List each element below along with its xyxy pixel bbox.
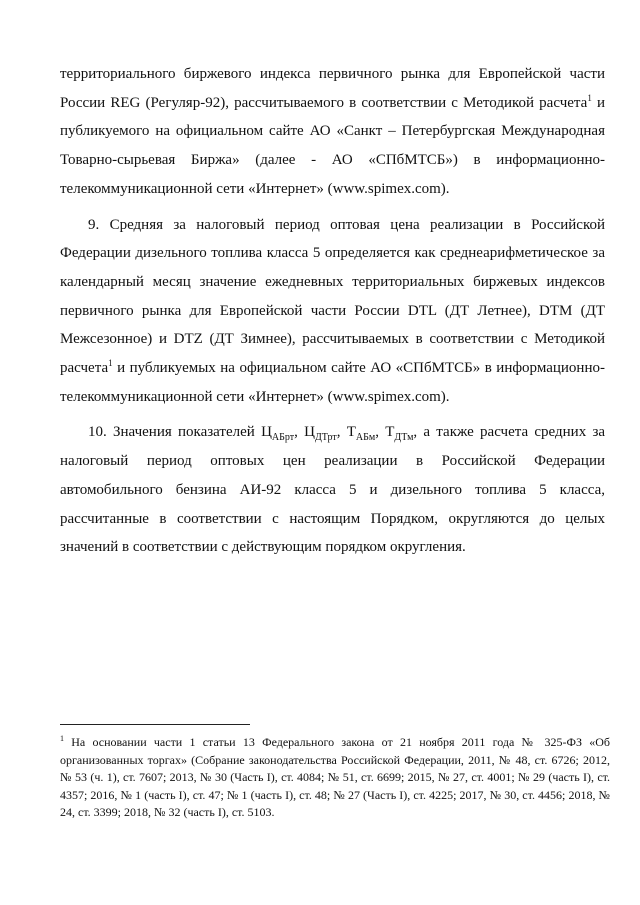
indicator-t-dt-m	[385, 424, 414, 444]
paragraph-text: 9. Средняя за налоговый период оптовая цена реализации в Российской Федерации дизельного топлива класса 5 определяется как среднеарифметическое за календарный месяц значение ежедневных территориальных биржевых индексов первичного рынка для Европейской части России DTL (ДТ Летнее), DTM (ДТ Межсезонное) и DTZ (ДТ Зимнее), рассчитываемых в соответствии с Методикой расчета	[60, 216, 605, 377]
paragraph-10	[60, 418, 605, 562]
indicator-subscript: АБм	[355, 432, 376, 444]
footnote	[60, 734, 610, 822]
indicator-symbol: Ц	[304, 424, 315, 441]
paragraph-text: и публикуемого на официальном сайте АО «Санкт – Петербургская Международная Товарно-сырьевая Биржа» (далее - АО «СПбМТСБ») в информационно-телекоммуникационной сети «Интернет» (www.spimex.com).	[60, 94, 605, 197]
paragraph-9	[60, 211, 605, 412]
indicator-subscript: АБрт	[271, 432, 295, 444]
indicator-symbol: Т	[385, 424, 395, 441]
indicator-c-dt-rt	[304, 424, 337, 444]
separator: ,	[375, 424, 386, 441]
paragraph-text: и публикуемых на официальном сайте АО «СПбМТСБ» в информационно-телекоммуникационной сети «Интернет» (www.spimex.com).	[60, 360, 605, 405]
footnote-reference: 1	[587, 92, 592, 103]
paragraph-text: , а также расчета средних за налоговый период оптовых цен реализации в Российской Федерации автомобильного бензина АИ-92 класса 5 и дизельного топлива 5 класса, рассчитанные в соответствии с настоящим Порядком, округляются до целых значений в соответствии с действующим порядком округления.	[60, 424, 606, 556]
footnote-separator	[60, 724, 250, 725]
footnote-text: На основании части 1 статьи 13 Федерального закона от 21 ноября 2011 года № 325-ФЗ «Об организованных торгах» (Собрание законодательства Российской Федерации, 2011, № 48, ст. 6726; 2012, № 53 (ч. 1), ст. 7607; 2013, № 30 (Часть I), ст. 4084; № 51, ст. 6699; 2015, № 27, ст. 4001; № 29 (часть I), ст. 4357; 2016, № 1 (часть I), ст. 47; № 1 (часть I), ст. 48; № 27 (Часть I), ст. 4225; 2017, № 30, ст. 4456; 2018, № 24, ст. 3399; 2018, № 32 (часть I), ст. 5103.	[60, 735, 610, 819]
paragraph-8-continued	[60, 60, 605, 204]
indicator-subscript: ДТм	[394, 432, 414, 444]
footnote-1	[60, 734, 610, 822]
paragraph-text: территориального биржевого индекса первичного рынка для Европейской части России REG (Регуляр-92), рассчитываемого в соответствии с Методикой расчета	[60, 66, 605, 111]
document-body	[60, 60, 605, 562]
indicator-c-ab-rt	[261, 424, 295, 444]
indicator-symbol: Ц	[261, 424, 272, 441]
footnote-reference: 1	[108, 358, 113, 369]
paragraph-text: 10. Значения показателей	[88, 424, 262, 441]
footnote-number: 1	[60, 734, 64, 743]
indicator-symbol: Т	[346, 424, 356, 441]
indicator-subscript: ДТрт	[314, 432, 337, 444]
separator: ,	[336, 424, 347, 441]
separator: ,	[294, 424, 305, 441]
indicator-t-ab-m	[346, 424, 376, 444]
